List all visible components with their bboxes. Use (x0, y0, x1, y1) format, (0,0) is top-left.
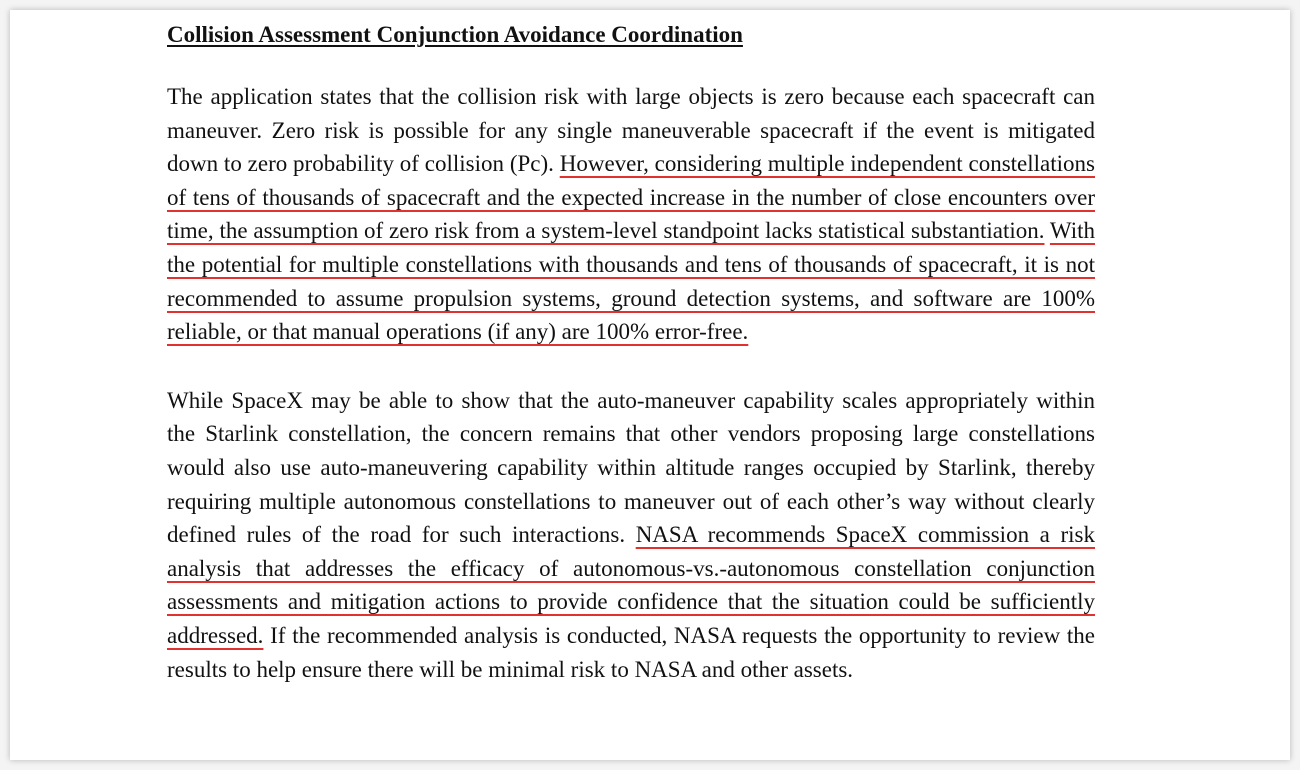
paragraph-text: While SpaceX may be able to show that the auto-maneuver capability scales appropriately within the Starlink constellation, the concern remains that other vendors proposing large constellations would also use auto-maneuvering capability within altitude ranges occupied by Starlink, thereby requiring multiple autonomous constellations to maneuver out of each other’s way without clearly defined rules of the road for such interactions. (167, 387, 1095, 548)
section-heading: Collision Assessment Conjunction Avoidance Coordination (167, 22, 743, 47)
document-page (10, 10, 1290, 760)
highlighted-text: However, considering multiple independent constellations of tens of thousands of spacecraft and the expected increase in the number of close encounters over time, the assumption of zero risk from a system-level standpoint lacks statistical substantiation. (167, 151, 1095, 244)
document-body (167, 18, 1095, 686)
highlighted-text: With the potential for multiple constellations with thousands and tens of thousands of spacecraft, it is not recommended to assume propulsion systems, ground detection systems, and software are 100% reliable, or that manual operations (if any) are 100% error-free. (167, 218, 1095, 345)
paragraph-text: If the recommended analysis is conducted, NASA requests the opportunity to review the results to help ensure there will be minimal risk to NASA and other assets. (167, 622, 1095, 682)
highlighted-text: NASA recommends SpaceX commission a risk analysis that addresses the efficacy of autonomous-vs.-autonomous constellation conjunction assessments and mitigation actions to provide confidence that the situation could be sufficiently addressed. (167, 522, 1095, 648)
paragraph-text: The application states that the collision risk with large objects is zero because each spacecraft can maneuver. Zero risk is possible for any single maneuverable spacecraft if the event is mitigated down to zero probability of collision (Pc). (167, 84, 1095, 177)
paragraph-auto-maneuver (167, 384, 1095, 686)
paragraph-collision-risk (167, 80, 1095, 349)
